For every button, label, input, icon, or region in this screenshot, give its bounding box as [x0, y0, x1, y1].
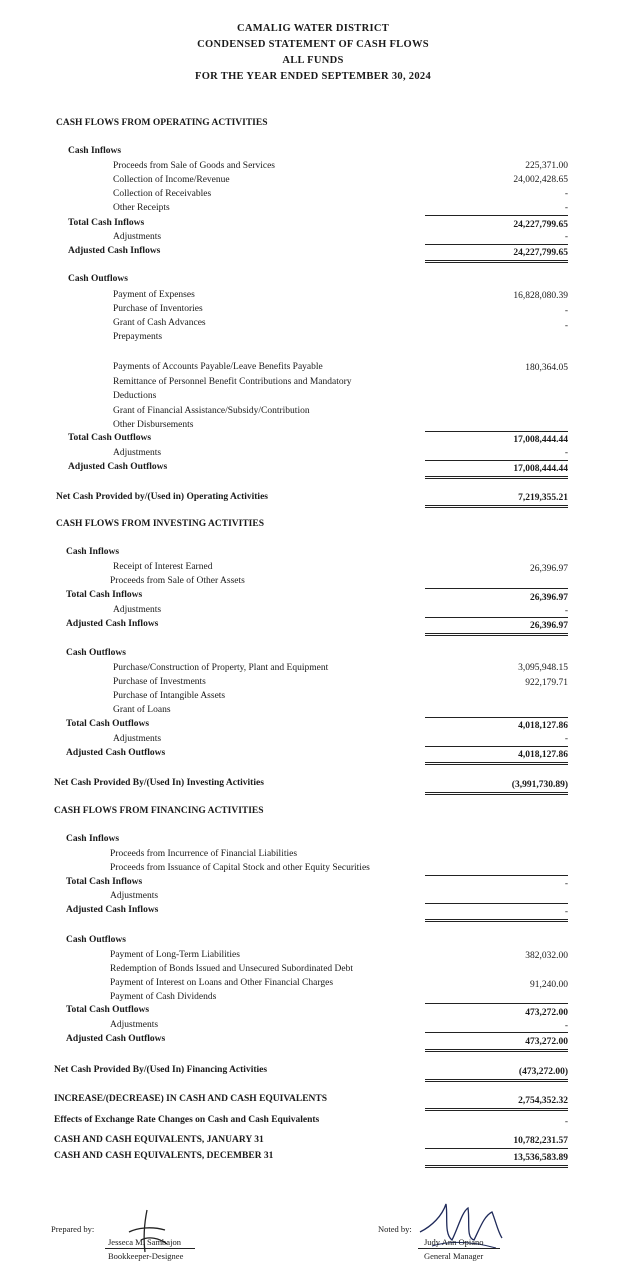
- op-out6-label: Remittance of Personnel Benefit Contributions and Mandatory: [113, 377, 352, 387]
- inv-adj-out-label: Adjustments: [113, 734, 162, 744]
- fin-in2-label: Proceeds from Issuance of Capital Stock and other Equity Securities: [110, 863, 370, 873]
- op-adjusted-out-value: 17,008,444.44: [513, 464, 568, 474]
- double-rule: [425, 1165, 568, 1168]
- fin-total-in-value: -: [564, 879, 568, 889]
- op-in1-value: 225,371.00: [525, 161, 568, 171]
- inv-adj-in-label: Adjustments: [113, 605, 162, 615]
- fin-net-value: (473,272.00): [518, 1067, 568, 1077]
- op-net-label: Net Cash Provided by/(Used in) Operating Activities: [56, 492, 268, 502]
- inv-out4-label: Grant of Loans: [113, 705, 171, 715]
- op-out2-value: -: [564, 306, 568, 316]
- op-adjusted-in-value: 24,227,799.65: [513, 248, 568, 258]
- fin-out4-label: Payment of Cash Dividends: [110, 992, 217, 1002]
- inv-total-in-label: Total Cash Inflows: [66, 590, 143, 600]
- rule: [425, 588, 568, 589]
- rule: [425, 460, 568, 461]
- fin-out3-value: 91,240.00: [530, 980, 568, 990]
- inv-net-label: Net Cash Provided By/(Used In) Investing Activities: [54, 778, 264, 788]
- increase-label: INCREASE/(DECREASE) IN CASH AND CASH EQUIVALENTS: [54, 1094, 328, 1104]
- op-in1-label: Proceeds from Sale of Goods and Services: [113, 161, 275, 171]
- inv-net-value: (3,991,730.89): [511, 780, 568, 790]
- inv-in1-value: 26,396.97: [530, 564, 568, 574]
- op-in4-value: -: [564, 203, 568, 213]
- financing-inflows-label: Cash Inflows: [66, 834, 120, 844]
- fin-adj-in-label: Adjustments: [110, 891, 159, 901]
- fin-adjusted-in-value: -: [564, 907, 568, 917]
- op-total-in-value: 24,227,799.65: [513, 220, 568, 230]
- cash-end-label: CASH AND CASH EQUIVALENTS, DECEMBER 31: [54, 1151, 274, 1161]
- period-label: FOR THE YEAR ENDED SEPTEMBER 30, 2024: [194, 71, 431, 82]
- inv-adjusted-in-label: Adjusted Cash Inflows: [66, 619, 159, 629]
- fin-total-in-label: Total Cash Inflows: [66, 877, 143, 887]
- double-rule: [425, 762, 568, 765]
- inv-adjusted-out-value: 4,018,127.86: [518, 750, 568, 760]
- district-name: CAMALIG WATER DISTRICT: [236, 23, 390, 34]
- fin-adjusted-out-label: Adjusted Cash Outflows: [66, 1034, 166, 1044]
- op-adj-out-value: -: [564, 448, 568, 458]
- increase-value: 2,754,352.32: [518, 1096, 568, 1106]
- operating-outflows-label: Cash Outflows: [68, 274, 128, 284]
- op-in3-value: -: [564, 189, 568, 199]
- inv-in1-label: Receipt of Interest Earned: [113, 562, 213, 572]
- rule: [425, 244, 568, 245]
- op-adj-in-value: -: [564, 232, 568, 242]
- op-out3-value: -: [564, 321, 568, 331]
- op-total-out-label: Total Cash Outflows: [68, 433, 152, 443]
- fin-out2-label: Redemption of Bonds Issued and Unsecured Subordinated Debt: [110, 964, 353, 974]
- noted-by-label: Noted by:: [378, 1224, 412, 1234]
- inv-adj-out-value: -: [564, 734, 568, 744]
- preparer-title: Bookkeeper-Designee: [108, 1251, 184, 1261]
- fin-out1-value: 382,032.00: [525, 951, 568, 961]
- signature-line: [418, 1248, 500, 1249]
- op-total-out-value: 17,008,444.44: [513, 435, 568, 445]
- prepared-by-label: Prepared by:: [51, 1224, 95, 1234]
- double-rule: [425, 1049, 568, 1052]
- rule: [425, 1148, 568, 1149]
- op-out7-label: Grant of Financial Assistance/Subsidy/Contribution: [113, 406, 310, 416]
- manager-title: General Manager: [424, 1251, 484, 1261]
- fin-in1-label: Proceeds from Incurrence of Financial Liabilities: [110, 849, 298, 859]
- operating-inflows-label: Cash Inflows: [68, 146, 122, 156]
- double-rule: [425, 792, 568, 795]
- signature-line: [105, 1248, 195, 1249]
- preparer-name: Jesseca M. Sambajon: [108, 1237, 181, 1247]
- rule: [425, 903, 568, 904]
- op-in2-label: Collection of Income/Revenue: [113, 175, 230, 185]
- inv-out2-label: Purchase of Investments: [113, 677, 206, 687]
- inv-adjusted-in-value: 26,396.97: [530, 621, 568, 631]
- double-rule: [425, 476, 568, 479]
- op-adj-out-label: Adjustments: [113, 448, 162, 458]
- operating-section-title: CASH FLOWS FROM OPERATING ACTIVITIES: [56, 118, 268, 128]
- fin-out1-label: Payment of Long-Term Liabilities: [110, 950, 240, 960]
- inv-out1-label: Purchase/Construction of Property, Plant and Equipment: [113, 663, 329, 673]
- op-in2-value: 24,002,428.65: [513, 175, 568, 185]
- inv-total-out-label: Total Cash Outflows: [66, 719, 150, 729]
- financing-section-title: CASH FLOWS FROM FINANCING ACTIVITIES: [54, 806, 264, 816]
- op-net-value: 7,219,355.21: [518, 493, 568, 503]
- fin-total-out-label: Total Cash Outflows: [66, 1005, 150, 1015]
- fin-adjusted-out-value: 473,272.00: [525, 1037, 568, 1047]
- op-out4-label: Prepayments: [113, 332, 163, 342]
- rule: [425, 746, 568, 747]
- inv-out1-value: 3,095,948.15: [518, 663, 568, 673]
- rule: [425, 431, 568, 432]
- op-adjusted-in-label: Adjusted Cash Inflows: [68, 246, 161, 256]
- op-out5-value: 180,364.05: [525, 363, 568, 373]
- op-adjusted-out-label: Adjusted Cash Outflows: [68, 462, 168, 472]
- investing-outflows-label: Cash Outflows: [66, 648, 126, 658]
- rule: [425, 875, 568, 876]
- investing-section-title: CASH FLOWS FROM INVESTING ACTIVITIES: [56, 519, 264, 529]
- op-adj-in-label: Adjustments: [113, 232, 162, 242]
- inv-out3-label: Purchase of Intangible Assets: [113, 691, 226, 701]
- cash-begin-value: 10,782,231.57: [513, 1136, 568, 1146]
- fin-adj-out-value: -: [564, 1021, 568, 1031]
- op-out1-value: 16,828,080.39: [513, 291, 568, 301]
- inv-adj-in-value: -: [564, 606, 568, 616]
- funds-label: ALL FUNDS: [282, 55, 344, 66]
- effects-label: Effects of Exchange Rate Changes on Cash and Cash Equivalents: [54, 1115, 320, 1125]
- fin-adjusted-in-label: Adjusted Cash Inflows: [66, 905, 159, 915]
- inv-total-in-value: 26,396.97: [530, 593, 568, 603]
- statement-title: CONDENSED STATEMENT OF CASH FLOWS: [197, 39, 429, 50]
- op-out1-label: Payment of Expenses: [113, 290, 195, 300]
- op-in4-label: Other Receipts: [113, 203, 170, 213]
- op-out3-label: Grant of Cash Advances: [113, 318, 206, 328]
- inv-out2-value: 922,179.71: [525, 678, 568, 688]
- op-out8-label: Other Disbursements: [113, 420, 194, 430]
- rule: [425, 1003, 568, 1004]
- inv-in2-label: Proceeds from Sale of Other Assets: [110, 576, 245, 586]
- fin-out3-label: Payment of Interest on Loans and Other Financial Charges: [110, 978, 334, 988]
- op-in3-label: Collection of Receivables: [113, 189, 212, 199]
- double-rule: [425, 633, 568, 636]
- rule: [425, 617, 568, 618]
- fin-net-label: Net Cash Provided By/(Used In) Financing Activities: [54, 1065, 268, 1075]
- manager-name: Judy Ann Opiano: [424, 1237, 484, 1247]
- fin-total-out-value: 473,272.00: [525, 1008, 568, 1018]
- double-rule: [425, 260, 568, 263]
- op-out5-label: Payments of Accounts Payable/Leave Benefits Payable: [113, 362, 323, 372]
- double-rule: [425, 505, 568, 508]
- double-rule: [425, 1079, 568, 1082]
- cash-begin-label: CASH AND CASH EQUIVALENTS, JANUARY 31: [54, 1135, 264, 1145]
- inv-adjusted-out-label: Adjusted Cash Outflows: [66, 748, 166, 758]
- rule: [425, 1032, 568, 1033]
- double-rule: [425, 1108, 568, 1111]
- cash-end-value: 13,536,583.89: [513, 1153, 568, 1163]
- rule: [425, 717, 568, 718]
- effects-value: -: [564, 1117, 568, 1127]
- op-out6-label-cont: Deductions: [113, 391, 157, 401]
- op-total-in-label: Total Cash Inflows: [68, 218, 145, 228]
- rule: [425, 215, 568, 216]
- investing-inflows-label: Cash Inflows: [66, 547, 120, 557]
- op-out2-label: Purchase of Inventories: [113, 304, 203, 314]
- double-rule: [425, 919, 568, 922]
- fin-adj-out-label: Adjustments: [110, 1020, 159, 1030]
- financing-outflows-label: Cash Outflows: [66, 935, 126, 945]
- inv-total-out-value: 4,018,127.86: [518, 721, 568, 731]
